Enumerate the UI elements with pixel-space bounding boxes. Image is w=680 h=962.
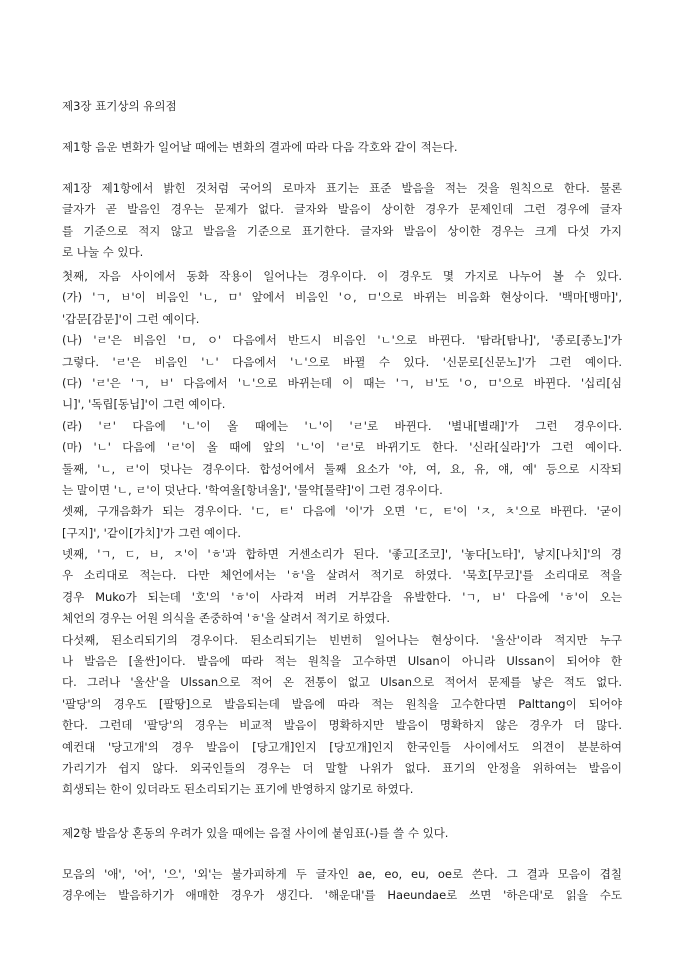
body-line: 둘째, 'ㄴ, ㄹ'이 덧나는 경우이다. 합성어에서 둘째 요소가 '야, 여, 요, 유, 얘, 예' 등으로 시작되: [62, 461, 622, 476]
body-line: 한다. 그런데 '팔당'의 경우는 비교적 발음이 명확하지만 발음이 명확하지 않은 경우가 더 많다.: [62, 718, 622, 733]
body-line: 셋째, 구개음화가 되는 경우이다. 'ㄷ, ㅌ' 다음에 '이'가 오면 'ㄷ, ㅌ'이 'ㅈ, ㅊ'으로 바뀐다. '굳이: [62, 504, 622, 519]
body-line: (나) 'ㄹ'은 비음인 'ㅁ, ㅇ' 다음에서 반드시 비음인 'ㄴ'으로 바뀐다. '탐라[탐나]', '종로[종노]'가: [62, 333, 622, 348]
body-line: 그렇다. 'ㄹ'은 비음인 'ㄴ' 다음에서 'ㄴ'으로 바뀔 수 있다. '신문로[신문노]'가 그런 예이다.: [62, 354, 622, 369]
body-line: 희생되는 한이 있더라도 된소리되기는 표기에 반영하지 않기로 하였다.: [62, 782, 414, 797]
body-line: 니]', '독립[동닙]'이 그런 예이다.: [62, 397, 226, 412]
body-line: 가리기가 쉽지 않다. 외국인들의 경우는 더 말할 나위가 없다. 표기의 안정을 위하여는 발음이: [62, 760, 622, 775]
body-line: 나 발음은 [울싼]이다. 발음에 따라 적는 원칙을 고수하면 Ulsan이 아니라 Ulssan이 되어야 한: [62, 654, 622, 669]
intro-line: 로 나눌 수 있다.: [62, 245, 144, 260]
body-line: 경우 Muko가 되는데 '호'의 'ㅎ'이 사라져 버려 거부감을 유발한다. 'ㄱ, ㅂ' 다음에 'ㅎ'이 오는: [62, 589, 622, 604]
body-line: 첫째, 자음 사이에서 동화 작용이 일어나는 경우이다. 이 경우도 몇 가지로 나누어 볼 수 있다.: [62, 269, 622, 283]
body-line: (다) 'ㄹ'은 'ㄱ, ㅂ' 다음에서 'ㄴ'으로 바뀌는데 이 때는 'ㄱ, ㅂ'도 'ㅇ, ㅁ'으로 바뀐다. '십리[심: [62, 375, 622, 390]
chapter-title: 제3장 표기상의 유의점: [62, 99, 177, 113]
closing-paragraph: [62, 864, 622, 907]
intro-paragraph: [62, 178, 622, 264]
intro-line: 를 기준으로 적지 않고 발음을 기준으로 표기한다. 글자와 발음이 상이한 경우는 크게 다섯 가지: [62, 223, 622, 238]
intro-line: 글자가 곧 발음인 경우는 문제가 없다. 글자와 발음이 상이한 경우가 문제인데 그런 경우에 글자: [62, 202, 622, 217]
body-line: (가) 'ㄱ, ㅂ'이 비음인 'ㄴ, ㅁ' 앞에서 비음인 'ㅇ, ㅁ'으로 바뀌는 비음화 현상이다. '백마[뱅마]',: [62, 290, 622, 305]
body-line: (라) 'ㄹ' 다음에 'ㄴ'이 올 때에는 'ㄴ'이 'ㄹ'로 바뀐다. '별내[별래]'가 그런 경우이다.: [62, 418, 622, 433]
body-line: 는 말이면 'ㄴ, ㄹ'이 덧난다. '학여울[항녀울]', '물약[물략]'이 그런 경우이다.: [62, 482, 443, 497]
closing-line: 모음의 '애', '어', '으', '외'는 불가피하게 두 글자인 ae, eo, eu, oe로 쓴다. 그 결과 모음이 겹칠: [62, 867, 622, 881]
body-line: 체언의 경우는 어원 의식을 존중하여 'ㅎ'을 살려서 적기로 하였다.: [62, 611, 391, 626]
body-line: 다섯째, 된소리되기의 경우이다. 된소리되기는 빈번히 일어나는 현상이다. '울산'이라 적지만 누구: [62, 632, 622, 647]
clause-2-heading: 제2항 발음상 혼동의 우려가 있을 때에는 음절 사이에 붙임표(-)를 쓸 수 있다.: [62, 826, 449, 840]
explanation-body: [62, 266, 622, 801]
body-line: 넷째, 'ㄱ, ㄷ, ㅂ, ㅈ'이 'ㅎ'과 합하면 거센소리가 된다. '좋고[조코]', '놓다[노타]', 낳지[나치]'의 경: [62, 547, 622, 562]
body-line: 우 소리대로 적는다. 다만 체언에서는 'ㅎ'을 살려서 적기로 하였다. '묵호[무코]'를 소리대로 적을: [62, 568, 622, 583]
intro-line: 제1장 제1항에서 밝힌 것처럼 국어의 로마자 표기는 표준 발음을 적는 것을 원칙으로 한다. 물론: [62, 181, 622, 195]
body-line: [구지]', '같이[가치]'가 그런 예이다.: [62, 525, 242, 540]
body-line: (마) 'ㄴ' 다음에 'ㄹ'이 올 때에 앞의 'ㄴ'이 'ㄹ'로 바뀌기도 한다. '신라[실라]'가 그런 예이다.: [62, 440, 622, 455]
body-line: 다. 그러나 '울산'을 Ulssan으로 적어 온 전통이 없고 Ulsan으로 적어서 문제를 낳은 적도 없다.: [62, 675, 622, 690]
body-line: '팔당'의 경우도 [팔땅]으로 발음되는데 발음에 따라 적는 원칙을 고수한다면 Palttang이 되어야: [62, 696, 622, 711]
clause-1-heading: 제1항 음운 변화가 일어날 때에는 변화의 결과에 따라 다음 각호와 같이 적는다.: [62, 140, 458, 154]
closing-line: 경우에는 발음하기가 애매한 경우가 생긴다. '해운대'를 Haeundae로 쓰면 '하은대'로 읽을 수도: [62, 888, 622, 903]
body-line: 예컨대 '당고개'의 경우 발음이 [당고개]인지 [당꼬개]인지 한국인들 사이에서도 의견이 분분하여: [62, 739, 622, 754]
body-line: '갑문[감문]'이 그런 예이다.: [62, 311, 200, 326]
